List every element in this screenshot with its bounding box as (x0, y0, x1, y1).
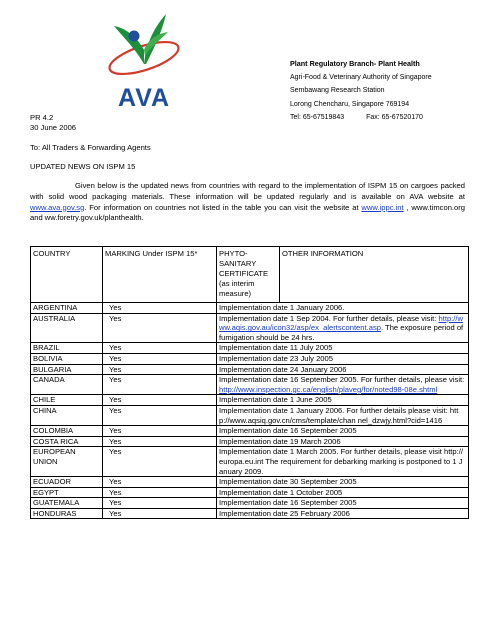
header-phyto: PHYTO-SANITARY CERTIFICATE (as interim measure) (217, 247, 280, 303)
country-cell: GUATEMALA (31, 498, 103, 509)
info-text: Implementation date 16 September 2005 (219, 426, 357, 436)
recipient-line: To: All Traders & Forwarding Agents (30, 143, 151, 152)
marking-cell: Yes (103, 426, 217, 437)
header-other-information: OTHER INFORMATION (280, 247, 469, 303)
marking-cell: Yes (103, 477, 217, 488)
country-cell: BRAZIL (31, 343, 103, 354)
intro-text-3: , www.timcon.org and ww.foretry.gov.uk/planthealth. (30, 202, 465, 223)
organization-block (290, 57, 432, 125)
ippc-website-link[interactable]: www.ippc.int (361, 202, 404, 212)
table-row (31, 313, 469, 343)
info-link[interactable]: http://www.inspection.gc.ca/english/plaveg/for/noted98-08e.shtml (219, 384, 438, 394)
other-information-cell (217, 353, 469, 364)
table-row (31, 353, 469, 364)
marking-cell: Yes (103, 364, 217, 375)
table-row (31, 498, 469, 509)
address: Lorong Chencharu, Singapore 769194 (290, 100, 410, 108)
other-information-cell (217, 477, 469, 488)
country-cell: BULGARIA (31, 364, 103, 375)
subject-line: UPDATED NEWS ON ISPM 15 (30, 162, 136, 171)
info-text-after: . The exposure period of fumigation should be 24 hrs. (219, 323, 464, 342)
info-text: Implementation date 1 June 2005 (219, 395, 332, 405)
country-cell: CANADA (31, 375, 103, 395)
country-cell: EGYPT (31, 487, 103, 498)
other-information-cell (217, 343, 469, 354)
table-row (31, 477, 469, 488)
intro-text-1: Given below is the updated news from countries with regard to the implementation of ISPM 15 on cargoes packed with solid wood packaging materials. These information will be updated regularly and is available on AVA website at (30, 181, 465, 201)
info-text: Implementation date 23 July 2005 (219, 353, 333, 363)
other-information-cell (217, 498, 469, 509)
info-text: Implementation date 11 July 2005 (219, 343, 333, 353)
other-information-cell (217, 426, 469, 437)
marking-cell: Yes (103, 487, 217, 498)
other-information-cell (217, 395, 469, 406)
country-cell: EUROPEAN UNION (31, 447, 103, 477)
ispm15-table (30, 246, 469, 519)
marking-cell: Yes (103, 303, 217, 314)
marking-cell: Yes (103, 447, 217, 477)
country-cell: CHILE (31, 395, 103, 406)
table-row (31, 508, 469, 519)
other-information-cell (217, 508, 469, 519)
info-text: Implementation date 1 January 2006. For further details please visit: http://www.aqsiq.gov.cn/cms/template/chan nel_dzwjy.html?cid=1416 (219, 405, 459, 425)
table-row (31, 405, 469, 425)
other-information-cell (217, 364, 469, 375)
info-text: Implementation date 16 September 2005. For further details, please visit: (219, 375, 465, 385)
country-cell: COLOMBIA (31, 426, 103, 437)
ava-website-link[interactable]: www.ava.gov.sg (30, 202, 85, 212)
table-row (31, 303, 469, 314)
table-body (31, 303, 469, 519)
document-ref: PR 4.2 (30, 113, 54, 122)
ava-logo-emblem-icon (96, 6, 188, 86)
fax: Fax: 65-67520170 (366, 114, 423, 121)
country-cell: ARGENTINA (31, 303, 103, 314)
header-country: COUNTRY (31, 247, 103, 303)
marking-cell: Yes (103, 313, 217, 343)
table-row (31, 395, 469, 406)
table-row (31, 436, 469, 447)
country-cell: HONDURAS (31, 508, 103, 519)
info-text: Implementation date 24 January 2006 (219, 364, 347, 374)
contact-line (290, 111, 432, 125)
intro-text-2: . For information on countries not listed in the table you can visit the website at (84, 202, 362, 212)
marking-cell: Yes (103, 405, 217, 425)
other-information-cell (217, 303, 469, 314)
marking-cell: Yes (103, 353, 217, 364)
info-text: Implementation date 1 March 2005. For further details, please visit http://europa.eu.int The requirement for debarking marking is postponed to 1 January 2009. (219, 447, 463, 476)
other-information-cell (217, 375, 469, 395)
country-cell: CHINA (31, 405, 103, 425)
info-text: Implementation date 1 October 2005 (219, 487, 343, 497)
table-row (31, 375, 469, 395)
other-information-cell (217, 405, 469, 425)
marking-cell: Yes (103, 498, 217, 509)
other-information-cell (217, 487, 469, 498)
info-text: Implementation date 1 January 2006. (219, 303, 345, 312)
telephone: Tel: 65-67519843 (290, 114, 345, 121)
country-cell: COSTA RICA (31, 436, 103, 447)
document-date: 30 June 2006 (30, 123, 77, 132)
table-row (31, 364, 469, 375)
table-row (31, 426, 469, 437)
country-cell: AUSTRALIA (31, 313, 103, 343)
marking-cell: Yes (103, 343, 217, 354)
other-information-cell (217, 436, 469, 447)
marking-cell: Yes (103, 375, 217, 395)
table-row (31, 447, 469, 477)
ava-logo (96, 6, 188, 114)
marking-cell: Yes (103, 508, 217, 519)
ava-logo-text: AVA (118, 84, 171, 112)
info-text: Implementation date 25 February 2006 (219, 508, 350, 518)
authority-name: Agri-Food & Veterinary Authority of Singapore (290, 73, 432, 81)
info-text: Implementation date 19 March 2006 (219, 436, 341, 446)
info-text: Implementation date 30 September 2005 (219, 477, 357, 487)
document-meta (30, 113, 76, 133)
table-header-row (31, 247, 469, 303)
header-marking: MARKING Under ISPM 15* (103, 247, 217, 303)
table-row (31, 487, 469, 498)
info-link[interactable]: http://www.aqis.gov.au/icon32/asp/ex_alertscontent.asp (219, 313, 463, 333)
country-cell: ECUADOR (31, 477, 103, 488)
intro-paragraph (30, 181, 465, 224)
info-text: Implementation date 1 Sep 2004. For further details, please visit: (219, 313, 439, 323)
marking-cell: Yes (103, 395, 217, 406)
other-information-cell (217, 447, 469, 477)
info-text: Implementation date 16 September 2005 (219, 498, 357, 508)
country-cell: BOLIVIA (31, 353, 103, 364)
table-row (31, 343, 469, 354)
station-name: Sembawang Research Station (290, 87, 385, 94)
marking-cell: Yes (103, 436, 217, 447)
branch-name: Plant Regulatory Branch- Plant Health (290, 59, 420, 68)
other-information-cell (217, 313, 469, 343)
